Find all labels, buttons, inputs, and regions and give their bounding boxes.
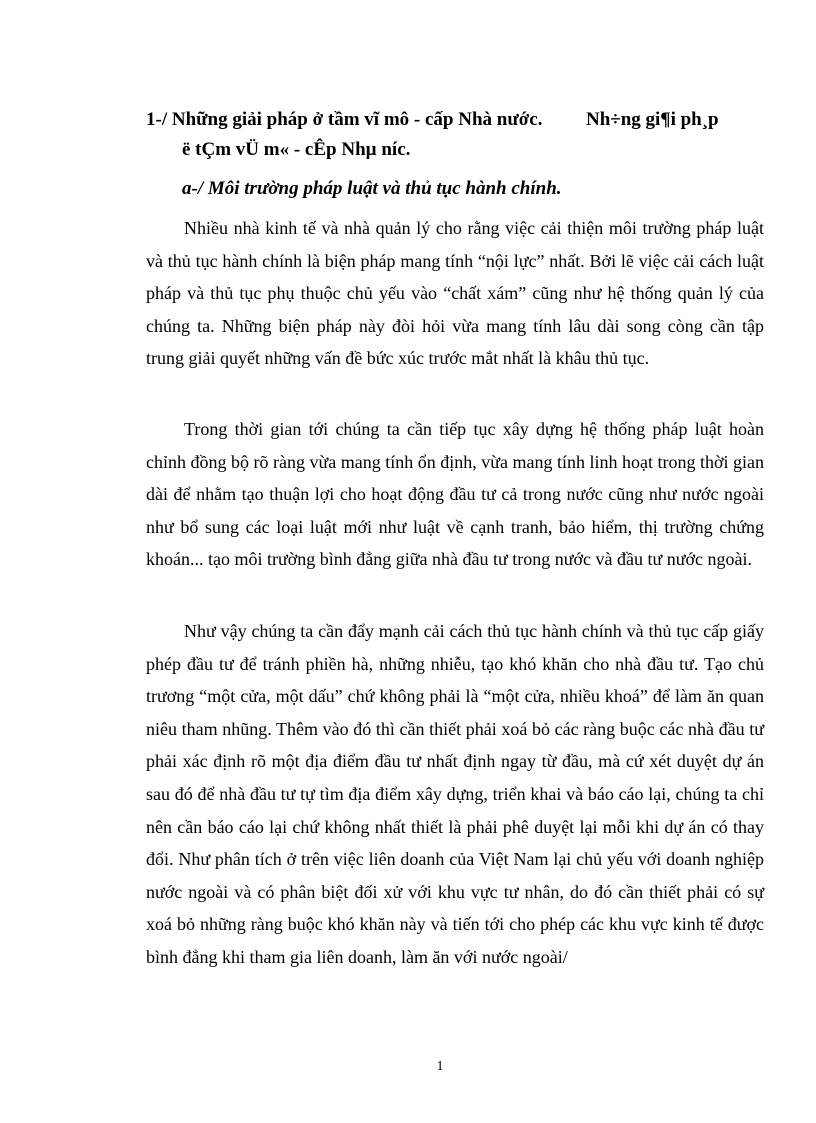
subsection-heading: a-/ Môi trường pháp luật và thủ tục hành chính. bbox=[182, 178, 562, 199]
section-heading-garbled-continuation: ë tÇm vÜ m« - cÊp Nhµ níc. bbox=[182, 139, 411, 160]
page-number: 1 bbox=[436, 1059, 444, 1074]
section-heading-garbled-text: Nh÷ng gi¶i ph¸p bbox=[586, 109, 719, 130]
section-heading bbox=[146, 104, 786, 135]
section-heading-text: 1-/ Những giải pháp ở tầm vĩ mô - cấp Nhà nước. bbox=[146, 109, 543, 130]
paragraph-2: Trong thời gian tới chúng ta cần tiếp tục xây dựng hệ thống pháp luật hoàn chỉnh đồng bộ rõ ràng vừa mang tính ổn định, vừa mang tính linh hoạt trong thời gian dài để nhằm tạo thuận lợi cho hoạt động đầu tư cả trong nước cũng như nước ngoài như bổ sung các loại luật mới như luật về cạnh tranh, bảo hiểm, thị trường chứng khoán... tạo môi trường bình đẳng giữa nhà đầu tư trong nước và đầu tư nước ngoài. bbox=[146, 419, 764, 570]
paragraph-1: Nhiều nhà kinh tế và nhà quản lý cho rằng việc cải thiện môi trường pháp luật và thủ tục hành chính là biện pháp mang tính “nội lực” nhất. Bởi lẽ việc cải cách luật pháp và thủ tục phụ thuộc chủ yếu vào “chất xám” cũng như hệ thống quản lý của chúng ta. Những biện pháp này đòi hỏi vừa mang tính lâu dài song còng cần tập trung giải quyết những vấn đề bức xúc trước mắt nhất là khâu thủ tục. bbox=[146, 218, 764, 369]
paragraph-3: Như vậy chúng ta cần đẩy mạnh cải cách thủ tục hành chính và thủ tục cấp giấy phép đầu tư để tránh phiền hà, những nhiễu, tạo khó khăn cho nhà đầu tư. Tạo chủ trương “một cửa, một dấu” chứ không phải là “một cửa, nhiều khoá” để làm ăn quan niêu tham nhũng. Thêm vào đó thì cần thiết phải xoá bỏ các ràng buộc các nhà đầu tư phải xác định rõ một địa điểm đầu tư nhất định ngay từ đầu, mà cứ xét duyệt dự án sau đó để nhà đầu tư tự tìm địa điểm xây dựng, triển khai và báo cáo lại, chúng ta chỉ nên cần báo cáo lại chứ không nhất thiết là phải phê duyệt lại mỗi khi dự án có thay đổi. Như phân tích ở trên việc liên doanh của Việt Nam lại chủ yếu với doanh nghiệp nước ngoài và có phân biệt đối xử với khu vực tư nhân, do đó cần thiết phải có sự xoá bỏ những ràng buộc khó khăn này và tiến tới cho phép các khu vực kinh tế được bình đẳng khi tham gia liên doanh, làm ăn với nước ngoài/ bbox=[146, 621, 764, 967]
